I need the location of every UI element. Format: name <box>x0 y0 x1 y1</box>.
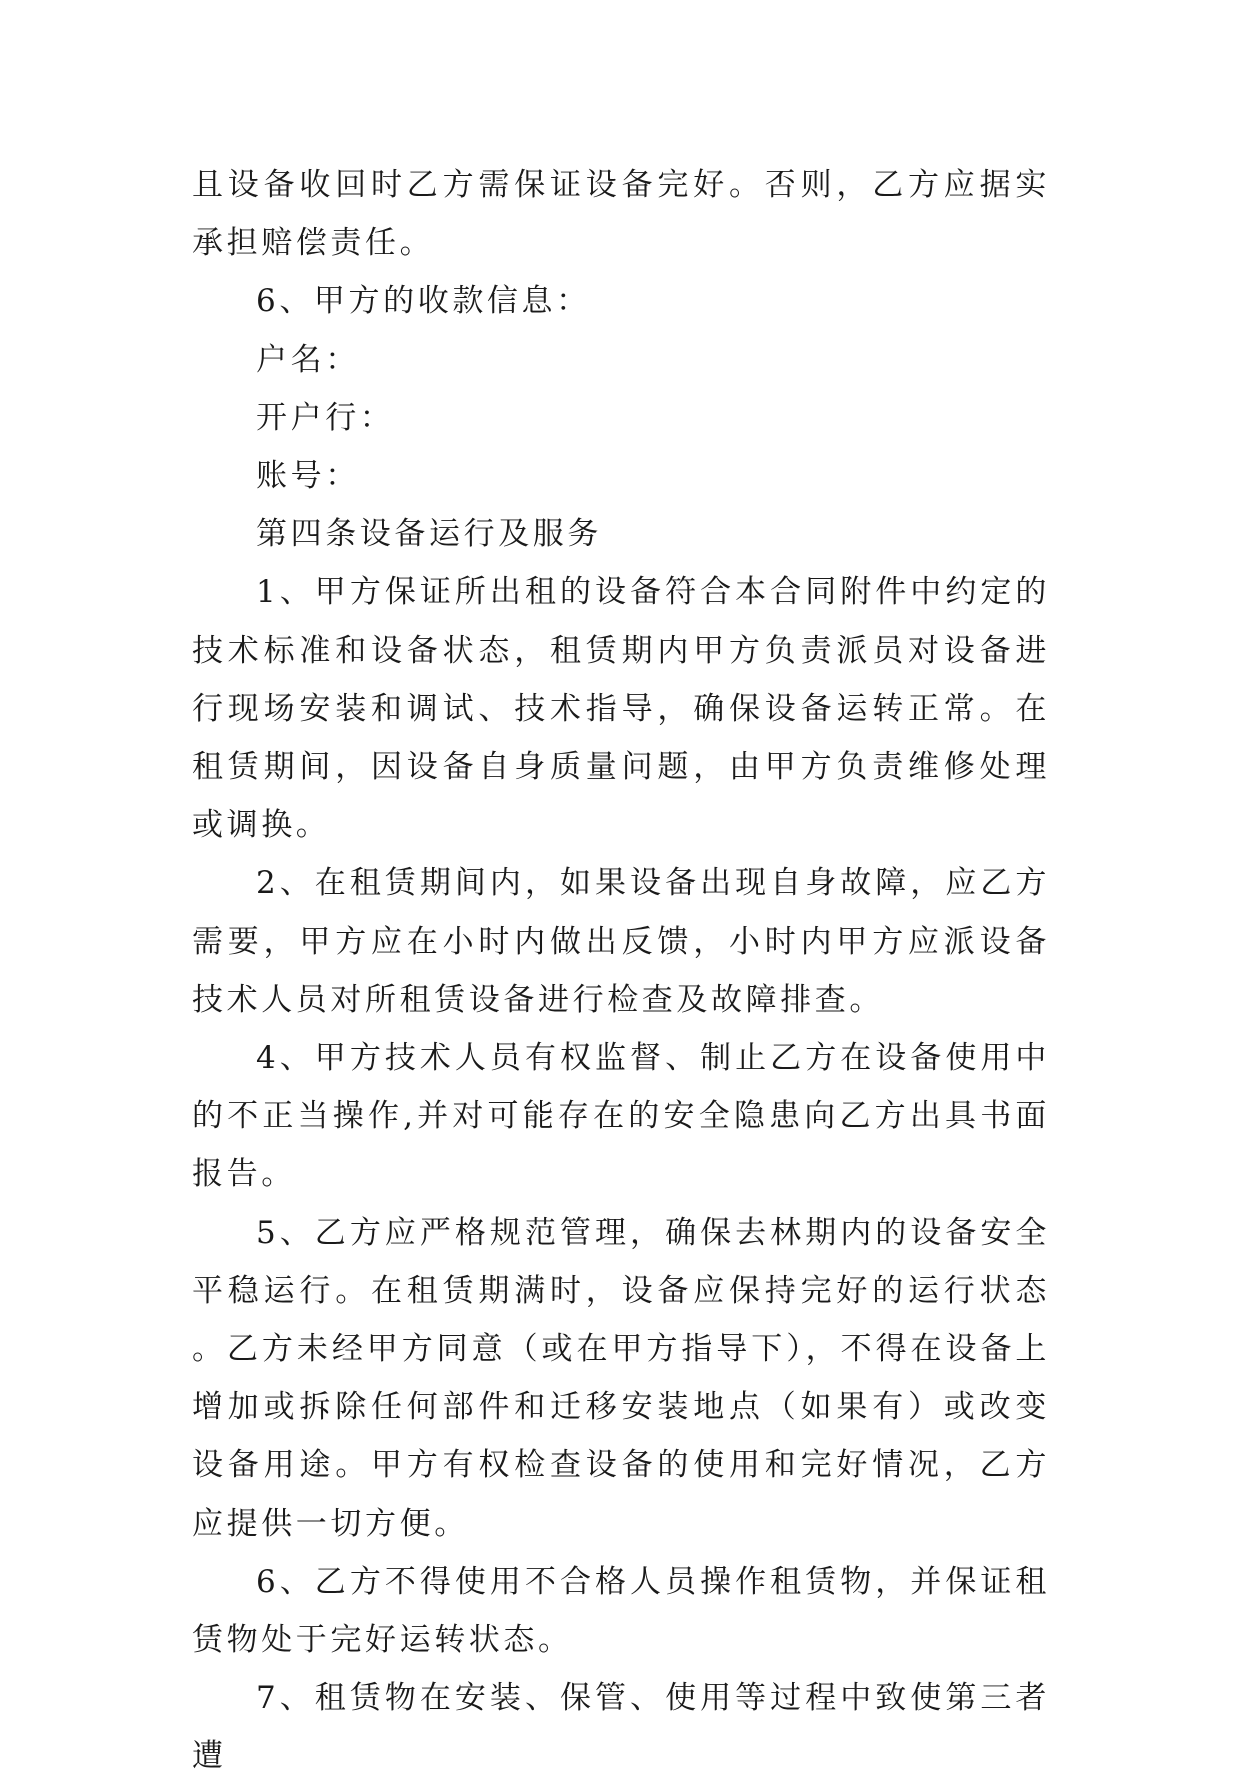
clause-1-equipment-standards: 1、甲方保证所出租的设备符合本合同附件中约定的技术标准和设备状态，租赁期内甲方负责派员对设备进行现场安装和调试、技术指导，确保设备运转正常。在租赁期间，因设备自身质量问题，由甲方负责维修处理或调换。 <box>192 574 1050 844</box>
paragraph-account-name: 户名： <box>256 341 360 378</box>
clause-2-fault-response: 2、在租赁期间内，如果设备出现自身故障，应乙方需要，甲方应在小时内做出反馈，小时内甲方应派设备技术人员对所租赁设备进行检查及故障排查。 <box>192 865 1050 1018</box>
clause-7-third-party: 7、租赁物在安装、保管、使用等过程中致使第三者遭 <box>192 1680 1050 1775</box>
document-body <box>192 156 1050 1786</box>
paragraph-payment-info-heading: 6、甲方的收款信息： <box>256 283 591 320</box>
clause-4-supervision: 4、甲方技术人员有权监督、制止乙方在设备使用中的不正当操作,并对可能存在的安全隐患向乙方出具书面报告。 <box>192 1040 1050 1193</box>
paragraph-bank-name: 开户行： <box>256 399 395 436</box>
article-four-heading: 第四条设备运行及服务 <box>256 516 602 553</box>
clause-6-qualified-operators: 6、乙方不得使用不合格人员操作租赁物，并保证租赁物处于完好运转状态。 <box>192 1563 1050 1659</box>
paragraph-account-number: 账号： <box>256 458 360 495</box>
paragraph-compensation-continuation: 且设备收回时乙方需保证设备完好。否则，乙方应据实承担赔偿责任。 <box>192 167 1050 262</box>
clause-5-management: 5、乙方应严格规范管理，确保去林期内的设备安全平稳运行。在租赁期满时，设备应保持完好的运行状态。乙方未经甲方同意（或在甲方指导下），不得在设备上增加或拆除任何部件和迁移安装地点（如果有）或改变设备用途。甲方有权检查设备的使用和完好情况，乙方应提供一切方便。 <box>192 1214 1050 1542</box>
